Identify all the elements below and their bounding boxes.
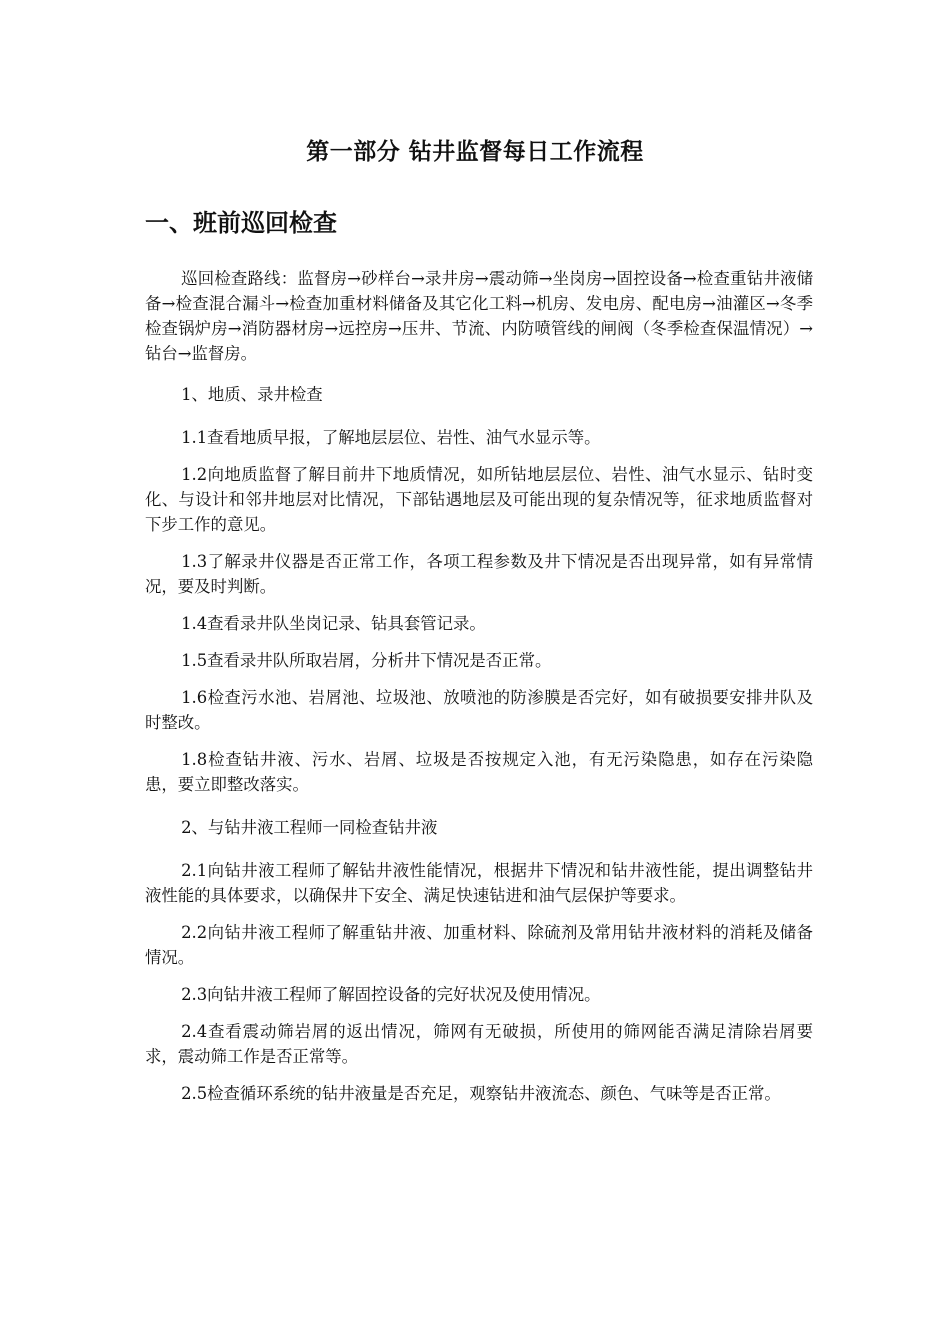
list-item: 1.2向地质监督了解目前井下地质情况，如所钻地层层位、岩性、油气水显示、钻时变化、与设计和邻井地层对比情况，下部钻遇地层及可能出现的复杂情况等，征求地质监督对下步工作的意见。 (145, 465, 813, 534)
list-item: 1.5查看录井队所取岩屑，分析井下情况是否正常。 (181, 651, 552, 670)
list-item: 2.1向钻井液工程师了解钻井液性能情况，根据井下情况和钻井液性能，提出调整钻井液性能的具体要求，以确保井下安全、满足快速钻进和油气层保护等要求。 (145, 861, 813, 905)
list-item: 2.2向钻井液工程师了解重钻井液、加重材料、除硫剂及常用钻井液材料的消耗及储备情况。 (145, 923, 813, 967)
list-item: 2.3向钻井液工程师了解固控设备的完好状况及使用情况。 (181, 985, 601, 1004)
list-item: 1.1查看地质早报，了解地层层位、岩性、油气水显示等。 (181, 428, 601, 447)
document-body (145, 266, 813, 1118)
inspection-route-paragraph: 巡回检查路线：监督房→砂样台→录井房→震动筛→坐岗房→固控设备→检查重钻井液储备→检查混合漏斗→检查加重材料储备及其它化工料→机房、发电房、配电房→油灌区→冬季检查锅炉房→消防器材房→远控房→压井、节流、内防喷管线的闸阀（冬季检查保温情况）→钻台→监督房。 (145, 269, 813, 363)
list-item: 1.8检查钻井液、污水、岩屑、垃圾是否按规定入池，有无污染隐患，如存在污染隐患，要立即整改落实。 (145, 750, 813, 794)
part-title: 第一部分 钻井监督每日工作流程 (306, 139, 644, 165)
subsection-heading-geology: 1、地质、录井检查 (181, 385, 323, 404)
section-title: 一、班前巡回检查 (145, 209, 337, 237)
list-item: 2.5检查循环系统的钻井液量是否充足，观察钻井液流态、颜色、气味等是否正常。 (181, 1084, 781, 1103)
list-item: 2.4查看震动筛岩屑的返出情况，筛网有无破损，所使用的筛网能否满足清除岩屑要求，震动筛工作是否正常等。 (145, 1022, 813, 1066)
list-item: 1.6检查污水池、岩屑池、垃圾池、放喷池的防渗膜是否完好，如有破损要安排井队及时整改。 (145, 688, 813, 732)
list-item: 1.4查看录井队坐岗记录、钻具套管记录。 (181, 614, 486, 633)
list-item: 1.3了解录井仪器是否正常工作，各项工程参数及井下情况是否出现异常，如有异常情况，要及时判断。 (145, 552, 813, 596)
subsection-heading-drilling-fluid: 2、与钻井液工程师一同检查钻井液 (181, 818, 438, 837)
